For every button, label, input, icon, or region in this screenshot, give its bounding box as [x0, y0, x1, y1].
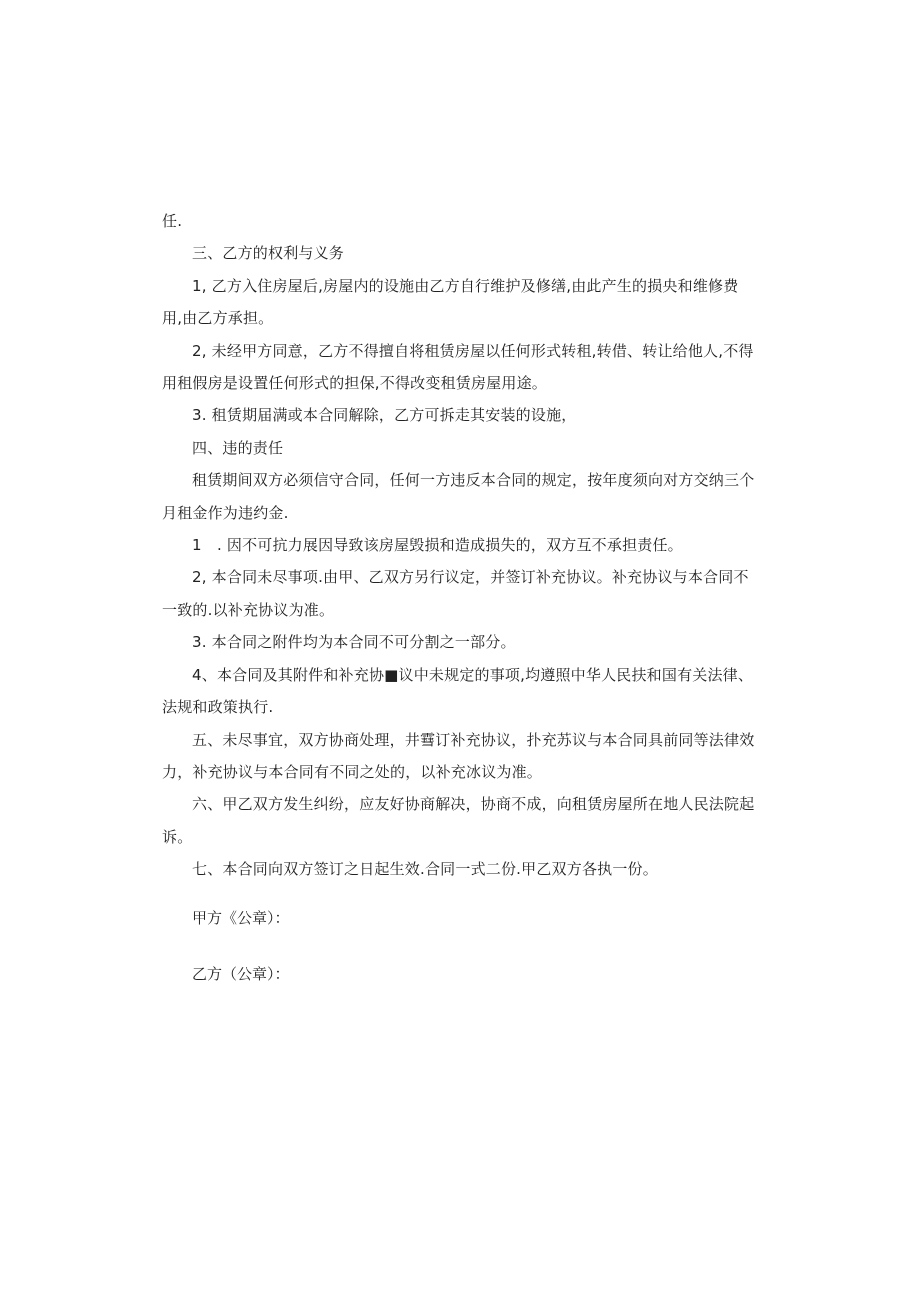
paragraph-2: 1, 乙方入住房屋后,房屋内的设施由乙方自行维护及修缮,由此产生的损央和维修费用,由乙方承担。 — [162, 276, 739, 328]
section-heading-5: 五、未尽事宜，双方协商处理，井䨮订补充协议，扑充苏议与本合同具前同等法律效力，补充协议与本合同有不同之处的，以补充冰议为准。 — [162, 730, 755, 781]
paragraph-4: 3. 租赁期届满或本合同解除，乙方可拆走其安装的设施， — [192, 406, 577, 425]
paragraph-6: 租赁期间双方必须信守合同，任何一方违反本合同的规定，按年度须向对方交纳三个月租金作为违约金. — [162, 471, 755, 522]
paragraph-0: 任. — [162, 212, 183, 230]
section-heading-7: 七、本合同向双方签订之日起生效.合同一式二份.甲乙双方各执一份。 — [192, 860, 658, 879]
paragraph-8: 2, 本合同未尽事项.由甲、乙双方另行议定，并签订补充协议。补充协议与本合同不一致的.以补充协议为准。 — [162, 568, 749, 619]
party-b-signature-line: 乙方（公章）： — [192, 964, 290, 983]
paragraph-7: 1 . 因不可抗力展因导致该房屋毁损和造成损失的，双方互不承担责任。 — [192, 536, 683, 555]
section-heading-4: 四、违的责任 — [192, 438, 284, 457]
contract-body — [162, 205, 758, 990]
paragraph-9: 3. 本合同之附件均为本合同不可分割之一部分。 — [192, 633, 516, 652]
paragraph-3: 2, 未经甲方同意，乙方不得擅自将租赁房屋以任何形式转租,转借、转让给他人,不得用租假房是设置任何形式的担保,不得改变租赁房屋用途。 — [162, 341, 754, 393]
paragraph-10: 4、本合同及其附件和补充协■议中未规定的事项,均遵照中华人民扶和国有关法律、法规和政策执行. — [162, 665, 754, 717]
party-a-signature-line: 甲方《公章）： — [192, 908, 290, 927]
section-heading-3: 三、乙方的权利与义务 — [192, 244, 345, 263]
section-heading-6: 六、甲乙双方发生纠纷，应友好协商解决，协商不成，向租赁房屋所在地人民法院起诉。 — [162, 795, 755, 846]
